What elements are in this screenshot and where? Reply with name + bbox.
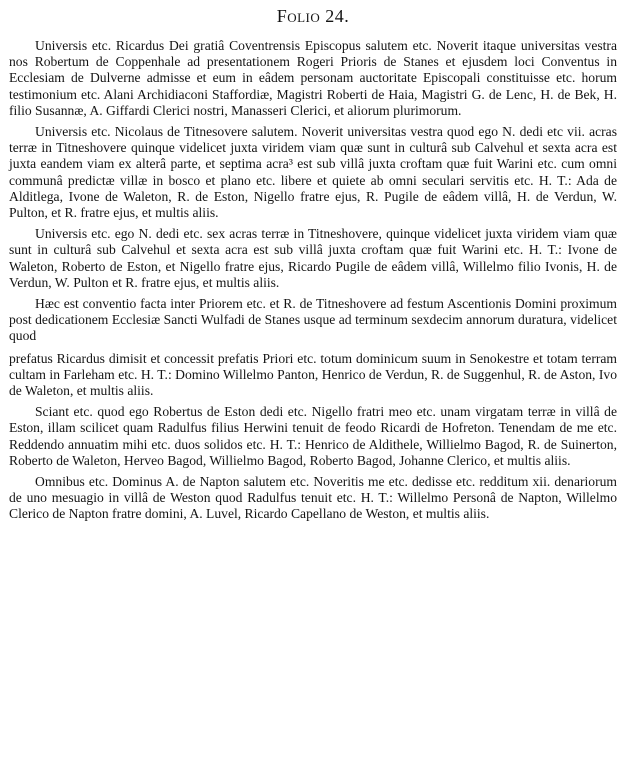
charter-paragraph: Universis etc. Ricardus Dei gratiâ Coventrensis Episcopus salutem etc. Noverit itaque universitas vestra nos Robertum de Coppenhale ad presentationem Rogeri Prioris de Stanes et ejusdem loci Conventus in Ecclesiam de Dulverne admisse et eum in eâdem personam auctoritate Episcopali constituisse etc. horum testimonium etc. Alani Archidiaconi Staffordiæ, Magistri Roberti de Haia, Magistri G. de Lenc, H. de Bek, H. filio Susannæ, A. Giffardi Clerici nostri, Manasseri Clerici, et aliorum plurimorum. <box>9 38 617 118</box>
charter-paragraph-continued: prefatus Ricardus dimisit et concessit prefatis Priori etc. totum dominicum suum in Senokestre et totam terram cultam in Farleham etc. H. T.: Domino Willelmo Panton, Henrico de Verdun, R. de Suggenhul, R. de Aston, Ivo de Waleton, et multis aliis. <box>9 350 617 399</box>
folio-title: Folio 24. <box>276 6 350 26</box>
charter-paragraph: Universis etc. Nicolaus de Titnesovere salutem. Noverit universitas vestra quod ego N. dedi etc vii. acras terræ in Titneshovere quinque videlicet juxta viridem viam quæ sunt in culturâ sub Calvehul et sexta acra est juxta eandem viam ex alterâ parte, et septima acra³ est sub villâ juxta croftam quæ fuit Warini etc. cum omni communâ predictæ villæ in bosco et plano etc. libere et quiete ab omni seculari servitis etc. H. T.: Ada de Alditlega, Ivone de Waleton, R. de Eston, Nigello fratre ejus, R. Pugile de eâdem villâ, H. de Verdun, W. Pulton, et R. fratre ejus, et multis aliis. <box>9 124 617 221</box>
charter-paragraph: Sciant etc. quod ego Robertus de Eston dedi etc. Nigello fratri meo etc. unam virgatam terræ in villâ de Eston, illam scilicet quam Radulfus filius Herwini tenuit de feodo Ricardi de Hofreton. Tenendam de me etc. Reddendo annuatim mihi etc. duos solidos etc. H. T.: Henrico de Aldithele, Willielmo Bagod, R. de Suinerton, Roberto de Waleton, Herveo Bagod, Willielmo Bagod, Roberto Bagod, Johanne Clerico, et multis aliis. <box>9 404 617 468</box>
charter-paragraph: Universis etc. ego N. dedi etc. sex acras terræ in Titneshovere, quinque videlicet juxta viridem viam quæ sunt in culturâ sub Calvehul et sexta acra est sub villâ juxta croftam quæ fuit Warini etc. H. T.: Ivone de Waleton, Roberto de Eston, et Nigello fratre ejus, Ricardo Pugile de eâdem villâ, Willelmo filio Ivonis, H. de Verdun, W. Pulton et R. fratre ejus, et multis aliis. <box>9 226 617 290</box>
charter-paragraph: Omnibus etc. Dominus A. de Napton salutem etc. Noveritis me etc. dedisse etc. redditum xii. denariorum de uno mesuagio in villâ de Weston quod Radulfus tenuit etc. H. T.: Willelmo Personâ de Napton, Willelmo Clerico de Napton fratre domini, A. Luvel, Ricardo Capellano de Weston, et multis aliis. <box>9 474 617 522</box>
charter-paragraph: Hæc est conventio facta inter Priorem etc. et R. de Titneshovere ad festum Ascentionis Domini proximum post dedicationem Ecclesiæ Sancti Wulfadi de Stanes usque ad terminum sexdecim annorum duratura, videlicet quod <box>9 296 617 344</box>
